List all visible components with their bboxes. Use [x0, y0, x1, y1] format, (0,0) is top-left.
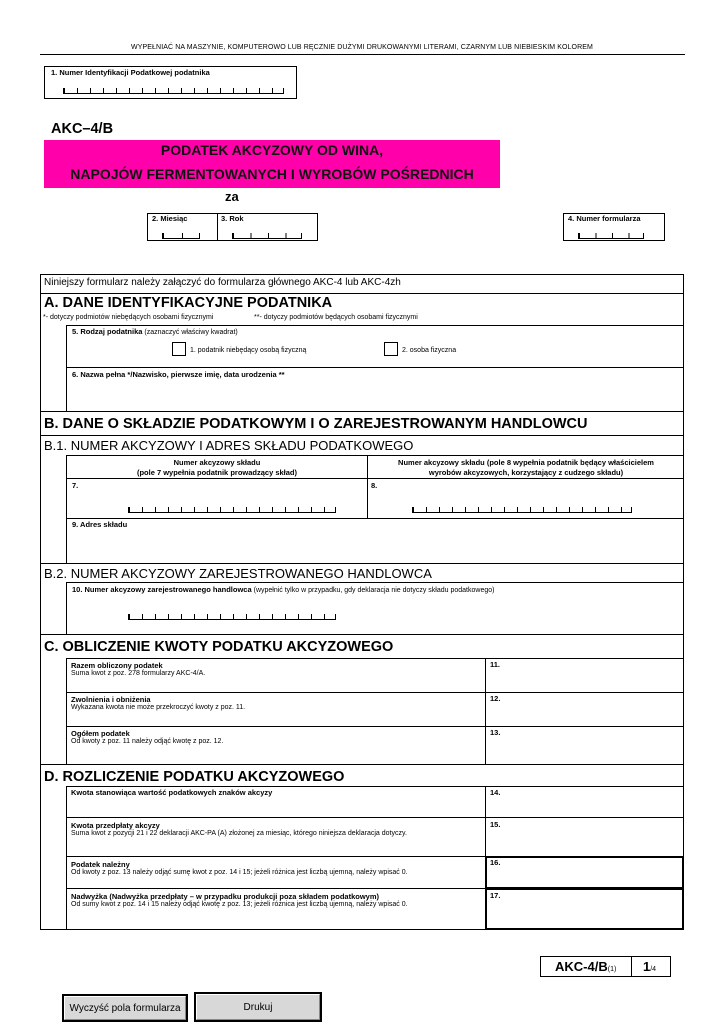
field-10-input-ticks[interactable] [128, 614, 336, 620]
month-input-ticks[interactable] [162, 233, 200, 239]
clear-form-button[interactable] [62, 994, 188, 1022]
clear-form-button-label: Wyczyść pola formularza [69, 1002, 181, 1014]
section-b2-title: B.2. NUMER AKCYZOWY ZAREJESTROWANEGO HANDLOWCA [44, 566, 432, 581]
page-total: /4 [650, 966, 657, 973]
row-desc: Suma kwot z pozycji 21 i 22 deklaracji AKC-PA (A) złożonej za miesiąc, którego niniejsza deklaracja dotyczy. [71, 830, 407, 837]
year-label: 3. Rok [221, 214, 244, 223]
field-14-input[interactable] [486, 798, 683, 817]
footer-code: AKC-4/B(1) [555, 959, 617, 974]
taxpayer-type-checkbox-1[interactable] [172, 342, 186, 356]
field-8-input-ticks[interactable] [412, 507, 632, 513]
title-band [44, 139, 500, 188]
col-8-header: Numer akcyzowy składu (pole 8 wypełnia podatnik będący właścicielem wyrobów akcyzowych, korzystający z cudzego składu) [398, 458, 654, 477]
field-6-label: 6. Nazwa pełna */Nazwisko, pierwsze imię, data urodzenia ** [72, 370, 285, 379]
footer-version: (1) [607, 966, 617, 973]
field-7-input-ticks[interactable] [128, 507, 336, 513]
row-desc: Od kwoty z poz. 13 należy odjąć sumę kwot z poz. 14 i 15; jeżeli różnica jest liczbą ujemną, należy wpisać 0. [71, 869, 408, 876]
field-12-label: 12. [490, 694, 501, 703]
footer-form-code [540, 956, 671, 977]
field-15-label: 15. [490, 820, 501, 829]
field-17-label: 17. [490, 891, 501, 900]
nip-field[interactable] [44, 66, 297, 99]
row-title: Ogółem podatek [71, 729, 130, 738]
year-input-ticks[interactable] [232, 233, 302, 239]
row-desc: Suma kwot z poz. 278 formularzy AKC-4/A. [71, 670, 206, 677]
field-15-input[interactable] [486, 830, 683, 855]
month-label: 2. Miesiąc [152, 214, 188, 223]
section-d-title: D. ROZLICZENIE PODATKU AKCYZOWEGO [44, 769, 345, 785]
col-7-header: Numer akcyzowy składu (pole 7 wypełnia podatnik prowadzący skład) [136, 458, 298, 477]
section-a-title: A. DANE IDENTYFIKACYJNE PODATNIKA [44, 295, 333, 311]
section-d-row [67, 889, 485, 929]
field-9-label: 9. Adres składu [72, 520, 128, 529]
form-number-label: 4. Numer formularza [568, 214, 641, 223]
field-13-label: 13. [490, 728, 501, 737]
section-c-row [67, 727, 485, 764]
field-16-input[interactable] [488, 868, 682, 887]
section-b1-title: B.1. NUMER AKCYZOWY I ADRES SKŁADU PODATKOWEGO [44, 438, 414, 453]
section-c-row [67, 659, 485, 692]
title-line-2: NAPOJÓW FERMENTOWANYCH I WYROBÓW POŚREDNICH [70, 166, 474, 182]
row-title: Nadwyżka (Nadwyżka przedpłaty – w przypadku produkcji poza składem podatkowym) [71, 892, 379, 901]
field-11-label: 11. [490, 660, 501, 669]
section-b-title: B. DANE O SKŁADZIE PODATKOWYM I O ZAREJESTROWANYM HANDLOWCU [44, 416, 588, 432]
field-5-label: 5. Rodzaj podatnika (zaznaczyć właściwy kwadrat) [72, 327, 238, 336]
form-code: AKC–4/B [51, 121, 114, 137]
name-input[interactable] [67, 380, 683, 410]
section-a-note-1: *- dotyczy podmiotów niebędących osobami fizycznymi [43, 314, 214, 321]
field-16-label: 16. [490, 858, 501, 867]
month-year-box [147, 213, 318, 241]
fill-instruction: WYPEŁNIAĆ NA MASZYNIE, KOMPUTEROWO LUB RĘCZNIE DUŻYMI DRUKOWANYMI LITERAMI, CZARNYM LUB NIEBIESKIM KOLOREM [131, 44, 593, 51]
nip-label: 1. Numer Identyfikacji Podatkowej podatnika [51, 68, 210, 77]
section-c-title: C. OBLICZENIE KWOTY PODATKU AKCYZOWEGO [44, 639, 394, 655]
warehouse-address-input[interactable] [67, 530, 683, 562]
field-7-label: 7. [72, 481, 79, 490]
row-desc: Od kwoty z poz. 11 należy odjąć kwotę z poz. 12. [71, 738, 224, 745]
title-za: za [225, 189, 239, 204]
taxpayer-type-checkbox-2[interactable] [384, 342, 398, 356]
title-line-1: PODATEK AKCYZOWY OD WINA, [160, 142, 384, 158]
row-title: Kwota stanowiąca wartość podatkowych znaków akcyzy [71, 788, 273, 797]
section-d-row [67, 787, 485, 817]
attach-note: Niniejszy formularz należy załączyć do formularza głównego AKC-4 lub AKC-4zh [44, 277, 401, 288]
field-8-label: 8. [371, 481, 378, 490]
row-desc: Wykazana kwota nie może przekroczyć kwoty z poz. 11. [71, 704, 246, 711]
print-button[interactable] [194, 992, 322, 1022]
row-desc: Od sumy kwot z poz. 14 i 15 należy odjąć kwotę z poz. 13; jeżeli różnica jest liczbą ujemną, należy wpisać 0. [71, 901, 408, 908]
row-title: Razem obliczony podatek [71, 661, 163, 670]
section-d-row [67, 818, 485, 856]
page-indicator: 1/4 [643, 959, 657, 974]
nip-input-ticks[interactable] [63, 88, 284, 94]
field-11-input[interactable] [486, 670, 683, 692]
form-number-box [563, 213, 665, 241]
field-17-input[interactable] [488, 901, 682, 928]
taxpayer-type-option-2: 2. osoba fizyczna [402, 347, 457, 354]
row-title: Podatek należny [71, 860, 130, 869]
form-number-input-ticks[interactable] [578, 233, 644, 239]
row-title: Zwolnienia i obniżenia [71, 695, 151, 704]
row-title: Kwota przedpłaty akcyzy [71, 821, 160, 830]
taxpayer-type-option-1: 1. podatnik niebędący osobą fizyczną [190, 347, 307, 354]
section-d-row [67, 857, 485, 888]
field-14-label: 14. [490, 788, 501, 797]
section-c-row [67, 693, 485, 726]
field-13-input[interactable] [486, 738, 683, 763]
field-12-input[interactable] [486, 704, 683, 726]
section-a-note-2: **- dotyczy podmiotów będących osobami fizycznymi [254, 314, 418, 321]
print-button-label: Drukuj [243, 1001, 273, 1013]
divider [40, 54, 685, 55]
field-10-label: 10. Numer akcyzowy zarejestrowanego handlowca (wypełnić tylko w przypadku, gdy deklaracja nie dotyczy składu podatkowego) [72, 585, 495, 594]
